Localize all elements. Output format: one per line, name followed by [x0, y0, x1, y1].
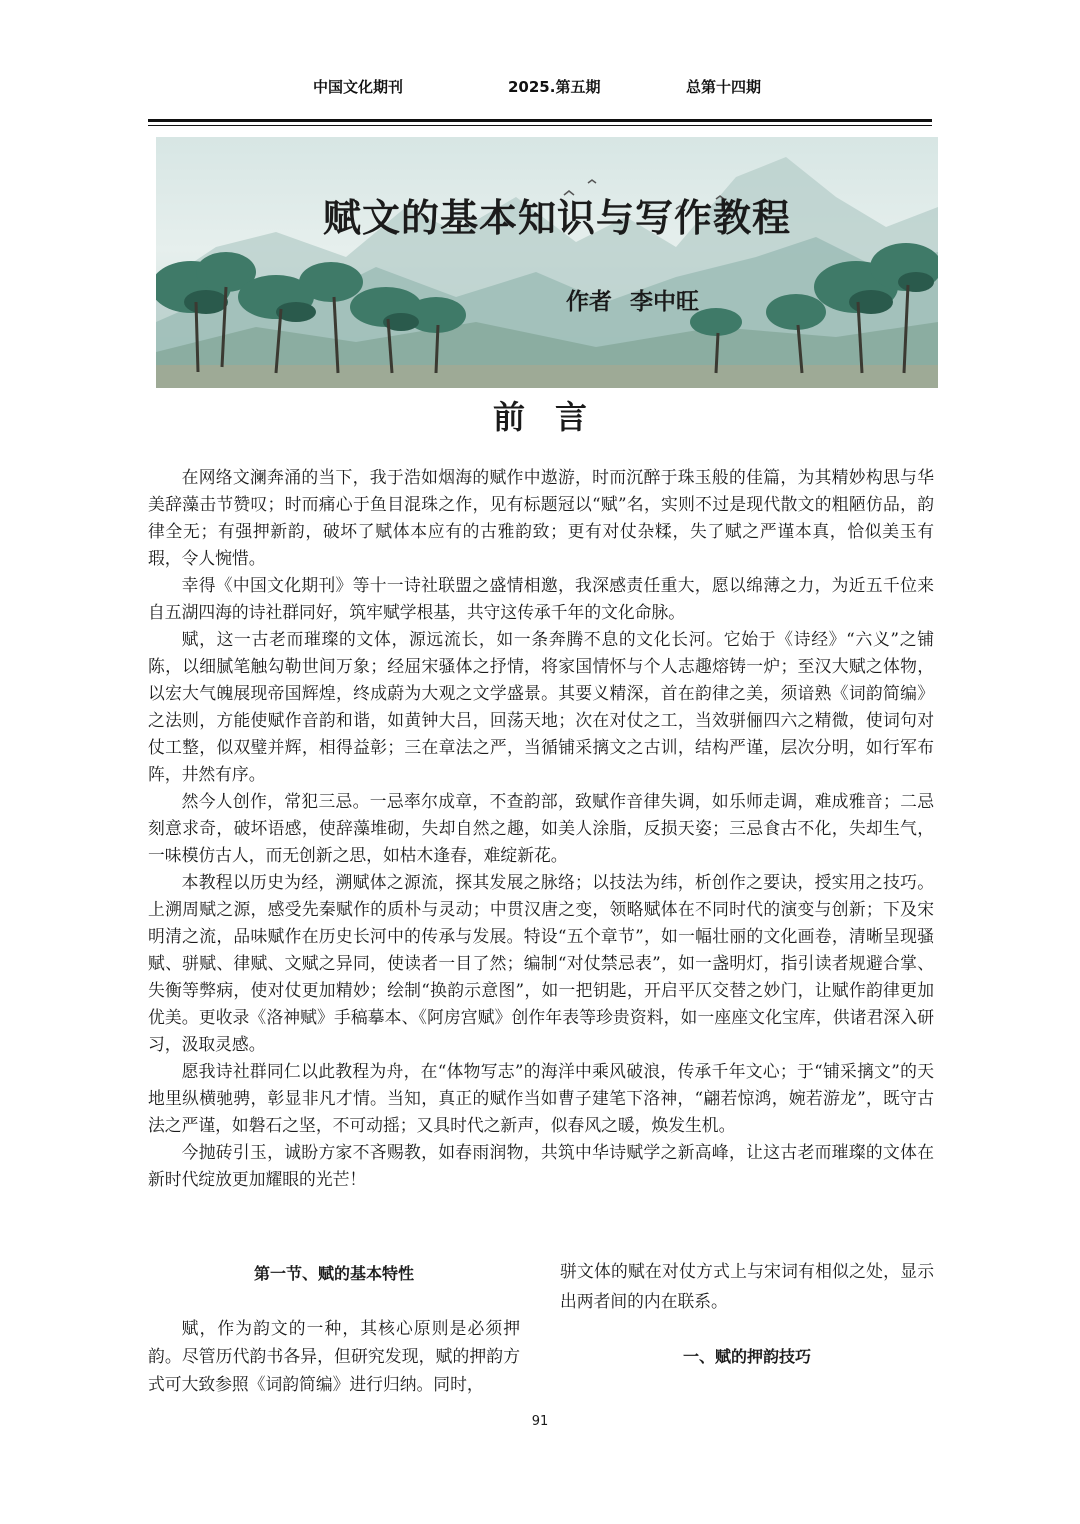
preface-body	[148, 464, 934, 1193]
preface-paragraph: 今抛砖引玉，诚盼方家不吝赐教，如春雨润物，共筑中华诗赋学之新高峰，让这古老而璀璨的文体在新时代绽放更加耀眼的光芒！	[148, 1142, 934, 1189]
preface-paragraph: 愿我诗社群同仁以此教程为舟，在“体物写志”的海洋中乘风破浪，传承千年文心；于“铺采摛文”的天地里纵横驰骋，彰显非凡才情。当知，真正的赋作当如曹子建笔下洛神，“翩若惊鸿，婉若游龙”，既守古法之严谨，如磐石之坚，不可动摇；又具时代之新声，似春风之暖，焕发生机。	[148, 1061, 934, 1135]
header-rule-thick	[148, 119, 932, 122]
section-heading: 第一节、赋的基本特性	[253, 1264, 414, 1283]
landscape-illustration	[156, 137, 938, 388]
journal-name: 中国文化期刊	[313, 78, 404, 96]
preface-paragraph: 幸得《中国文化期刊》等十一诗社联盟之盛情相邀，我深感责任重大，愿以绵薄之力，为近五千位来自五湖四海的诗社群同好，筑牢赋学根基，共守这传承千年的文化命脉。	[148, 575, 934, 622]
preface-paragraph: 赋，这一古老而璀璨的文体，源远流长，如一条奔腾不息的文化长河。它始于《诗经》“六义”之铺陈，以细腻笔触勾勒世间万象；经屈宋骚体之抒情，将家国情怀与个人志趣熔铸一炉；至汉大赋之体物，以宏大气魄展现帝国辉煌，终成蔚为大观之文学盛景。其要义精深，首在韵律之美，须谙熟《词韵简编》之法则，方能使赋作音韵和谐，如黄钟大吕，回荡天地；次在对仗之工，当效骈俪四六之精微，使词句对仗工整，似双璧并辉，相得益彰；三在章法之严，当循铺采摛文之古训，结构严谨，层次分明，如行军布阵，井然有序。	[148, 629, 934, 784]
section-paragraph: 赋，作为韵文的一种，其核心原则是必须押韵。尽管历代韵书各异，但研究发现，赋的押韵方式可大致参照《词韵简编》进行归纳。同时，	[148, 1318, 520, 1394]
subsection-heading: 一、赋的押韵技巧	[682, 1347, 811, 1366]
title-banner	[156, 137, 938, 388]
preface-paragraph: 本教程以历史为经，溯赋体之源流，探其发展之脉络；以技法为纬，析创作之要诀，授实用之技巧。上溯周赋之源，感受先秦赋作的质朴与灵动；中贯汉唐之变，领略赋体在不同时代的演变与创新；下及宋明清之流，品味赋作在历史长河中的传承与发展。特设“五个章节”，如一幅壮丽的文化画卷，清晰呈现骚赋、骈赋、律赋、文赋之异同，使读者一目了然；编制“对仗禁忌表”，如一盏明灯，指引读者规避合掌、失衡等弊病，使对仗更加精妙；绘制“换韵示意图”，如一把钥匙，开启平仄交替之妙门，让赋作韵律更加优美。更收录《洛神赋》手稿摹本、《阿房宫赋》创作年表等珍贵资料，如一座座文化宝库，供诸君深入研习，汲取灵感。	[148, 872, 934, 1054]
page-number: 91	[531, 1414, 549, 1429]
continuation-paragraph: 骈文体的赋在对仗方式上与宋词有相似之处，显示出两者间的内在联系。	[560, 1261, 934, 1311]
header-rule-thin	[148, 125, 932, 126]
total-issue: 总第十四期	[686, 78, 762, 96]
author-label: 作者	[566, 289, 612, 315]
right-column	[560, 1256, 934, 1372]
issue-number: 2025.第五期	[508, 78, 601, 96]
preface-paragraph: 然今人创作，常犯三忌。一忌率尔成章，不查韵部，致赋作音律失调，如乐师走调，难成雅音；二忌刻意求奇，破坏语感，使辞藻堆砌，失却自然之趣，如美人涂脂，反损天姿；三忌食古不化，失却生气，一味模仿古人，而无创新之思，如枯木逢春，难绽新花。	[148, 791, 934, 865]
article-title: 赋文的基本知识与写作教程	[322, 195, 791, 240]
left-column	[148, 1256, 520, 1398]
running-header	[0, 72, 1080, 98]
preface-title: 前言	[492, 398, 617, 436]
author-line	[566, 283, 699, 316]
author-name: 李中旺	[630, 289, 699, 315]
preface-paragraph: 在网络文澜奔涌的当下，我于浩如烟海的赋作中遨游，时而沉醉于珠玉般的佳篇，为其精妙构思与华美辞藻击节赞叹；时而痛心于鱼目混珠之作，见有标题冠以“赋”名，实则不过是现代散文的粗陋仿品，韵律全无；有强押新韵，破坏了赋体本应有的古雅韵致；更有对仗杂糅，失了赋之严谨本真，恰似美玉有瑕，令人惋惜。	[148, 467, 934, 568]
